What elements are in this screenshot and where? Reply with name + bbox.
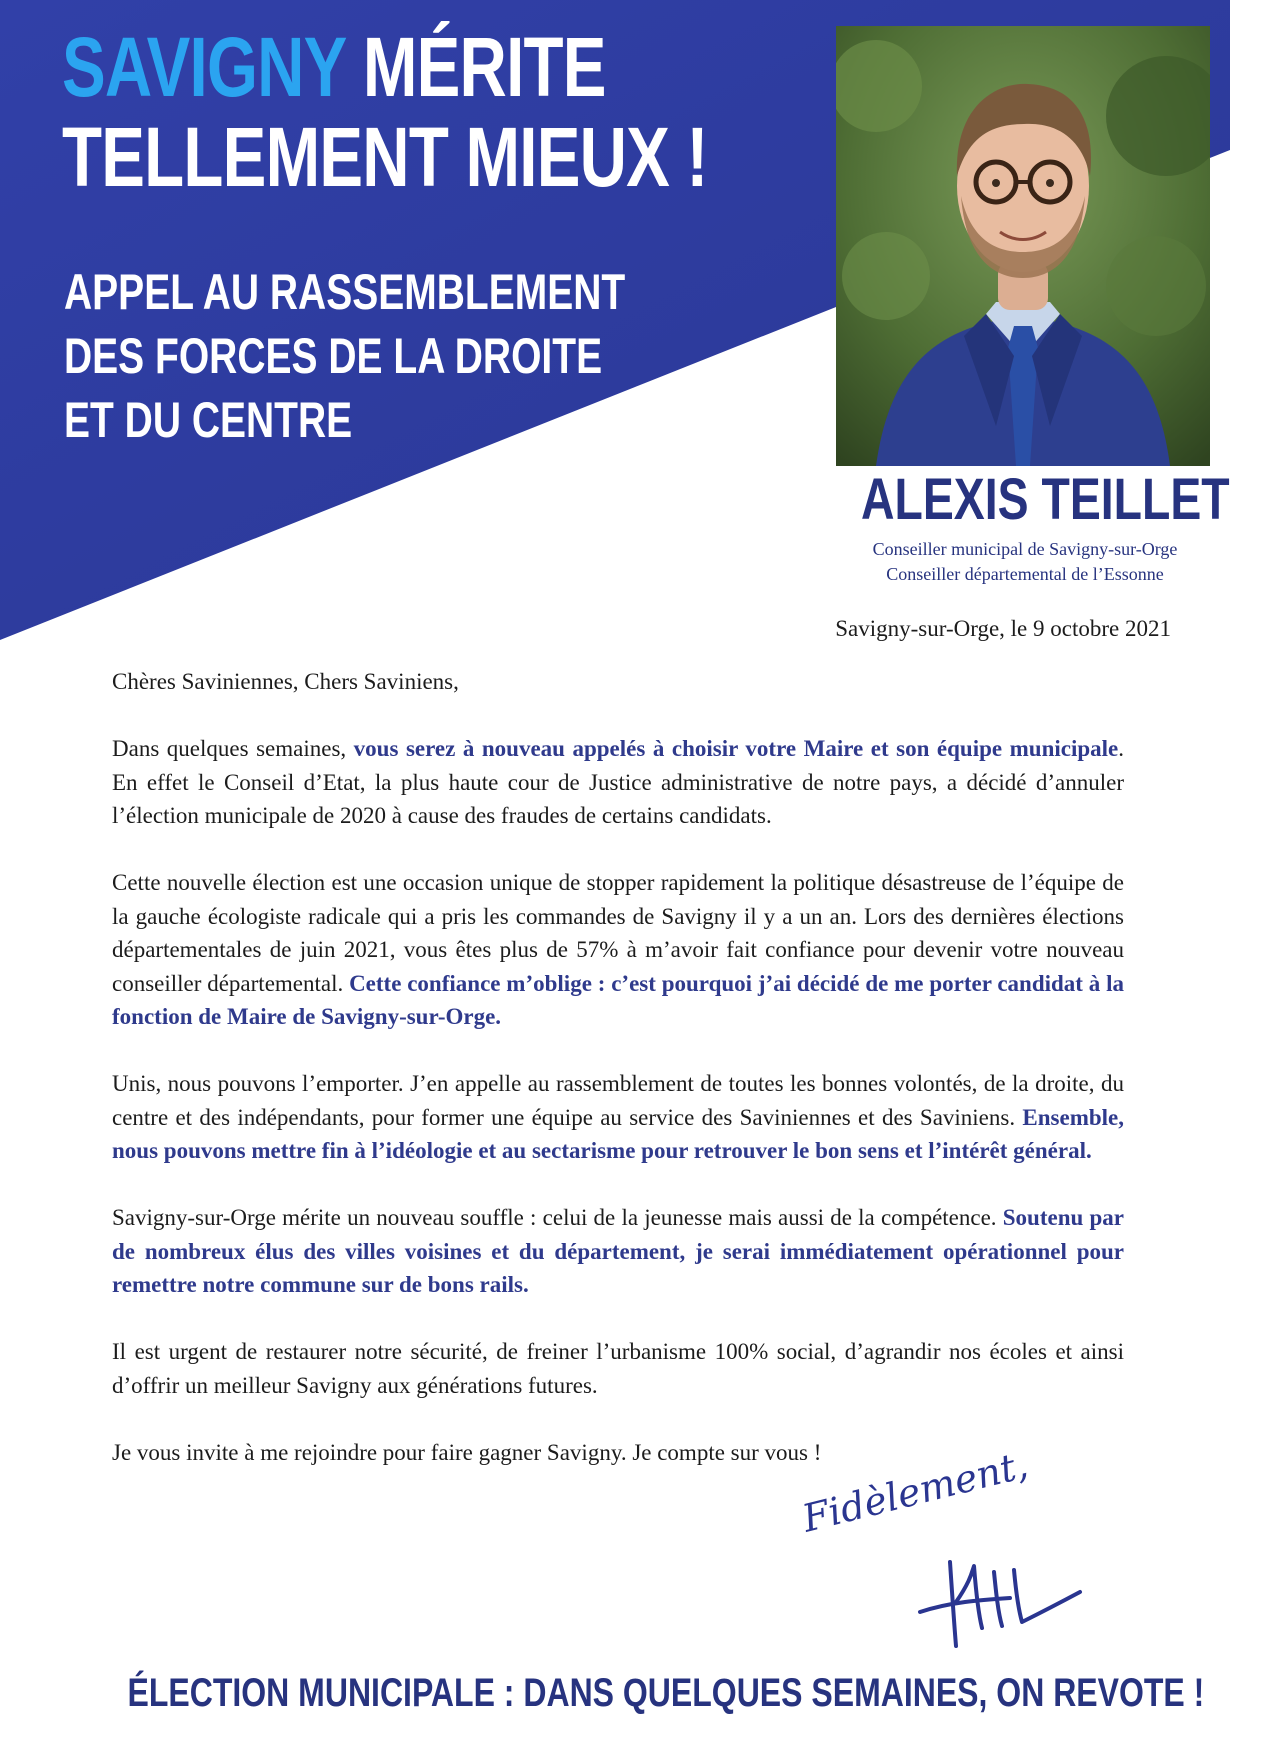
paragraph-2 (112, 866, 1124, 1034)
paragraph-3-text: Unis, nous pouvons l’emporter. J’en appelle au rassemblement de toutes les bonnes volontés, de la droite, du centre et des indépendants, pour former une équipe au service des Saviniennes et des Saviniens. (112, 1071, 1124, 1130)
paragraph-4-emphasis: Soutenu par de nombreux élus des villes voisines et du département, je serai immédiatement opérationnel pour remettre notre commune sur de bons rails. (112, 1205, 1124, 1297)
footer-slogan: ÉLECTION MUNICIPALE : DANS QUELQUES SEMAINES, ON REVOTE ! (127, 1671, 1205, 1715)
candidate-portrait (836, 26, 1210, 466)
paragraph-1-text: Dans quelques semaines, (112, 736, 354, 761)
main-headline (62, 22, 708, 202)
candidate-name: ALEXIS TEILLET (861, 467, 1230, 532)
subheadline (64, 260, 625, 452)
headline-rest: MÉRITE (362, 20, 606, 114)
candidate-role: Conseiller départemental de l’Essonne (886, 564, 1164, 584)
paragraph-2-emphasis: Cette confiance m’oblige : c’est pourquoi j’ai décidé de me porter candidat à la fonction de Maire de Savigny-sur-Orge. (112, 970, 1124, 1029)
candidate-roles (820, 537, 1230, 587)
portrait-illustration (836, 26, 1210, 466)
letter-body (112, 665, 1124, 1503)
paragraph-1-text-end: . En effet le Conseil d’Etat, la plus haute cour de Justice administrative de notre pays, a décidé d’annuler l’élection municipale de 2020 à cause des fraudes de certains candidats. (112, 736, 1124, 828)
subheadline-line: APPEL AU RASSEMBLEMENT (64, 264, 626, 320)
paragraph-4-text: Savigny-sur-Orge mérite un nouveau souffle : celui de la jeunesse mais aussi de la compétence. (112, 1205, 1003, 1230)
candidate-role: Conseiller municipal de Savigny-sur-Orge (872, 539, 1178, 559)
paragraph-2-text: Cette nouvelle élection est une occasion unique de stopper rapidement la politique désastreuse de l’équipe de la gauche écologiste radicale qui a pris les commandes de Savigny il y a un an. Lors des dernières élections départementales de juin 2021, vous êtes plus de 57% à m’avoir fait confiance pour devenir votre nouveau conseiller départemental. (112, 870, 1124, 996)
headline-line2: TELLEMENT MIEUX ! (62, 110, 708, 204)
paragraph-3 (112, 1067, 1124, 1168)
paragraph-4 (112, 1201, 1124, 1302)
signature-block (790, 1442, 1110, 1650)
headline-accent: SAVIGNY (62, 20, 346, 114)
paragraph-5: Il est urgent de restaurer notre sécurité, de freiner l’urbanisme 100% social, d’agrandir nos écoles et ainsi d’offrir un meilleur Savigny aux générations futures. (112, 1339, 1124, 1398)
subheadline-line: DES FORCES DE LA DROITE (64, 328, 603, 384)
salutation: Chères Saviniennes, Chers Saviniens, (112, 669, 459, 694)
paragraph-3-emphasis: Ensemble, nous pouvons mettre fin à l’idéologie et au sectarisme pour retrouver le bon sens et l’intérêt général. (112, 1104, 1124, 1163)
paragraph-1 (112, 732, 1124, 833)
paragraph-1-emphasis: vous serez à nouveau appelés à choisir votre Maire et son équipe municipale (353, 736, 1119, 761)
paragraph-6: Je vous invite à me rejoindre pour faire gagner Savigny. Je compte sur vous ! (112, 1439, 822, 1465)
letter-date: Savigny-sur-Orge, le 9 octobre 2021 (835, 616, 1171, 641)
signature-mark (910, 1542, 1090, 1652)
closing-handwritten: Fidèlement, (798, 1442, 1033, 1541)
subheadline-line: ET DU CENTRE (64, 392, 353, 448)
